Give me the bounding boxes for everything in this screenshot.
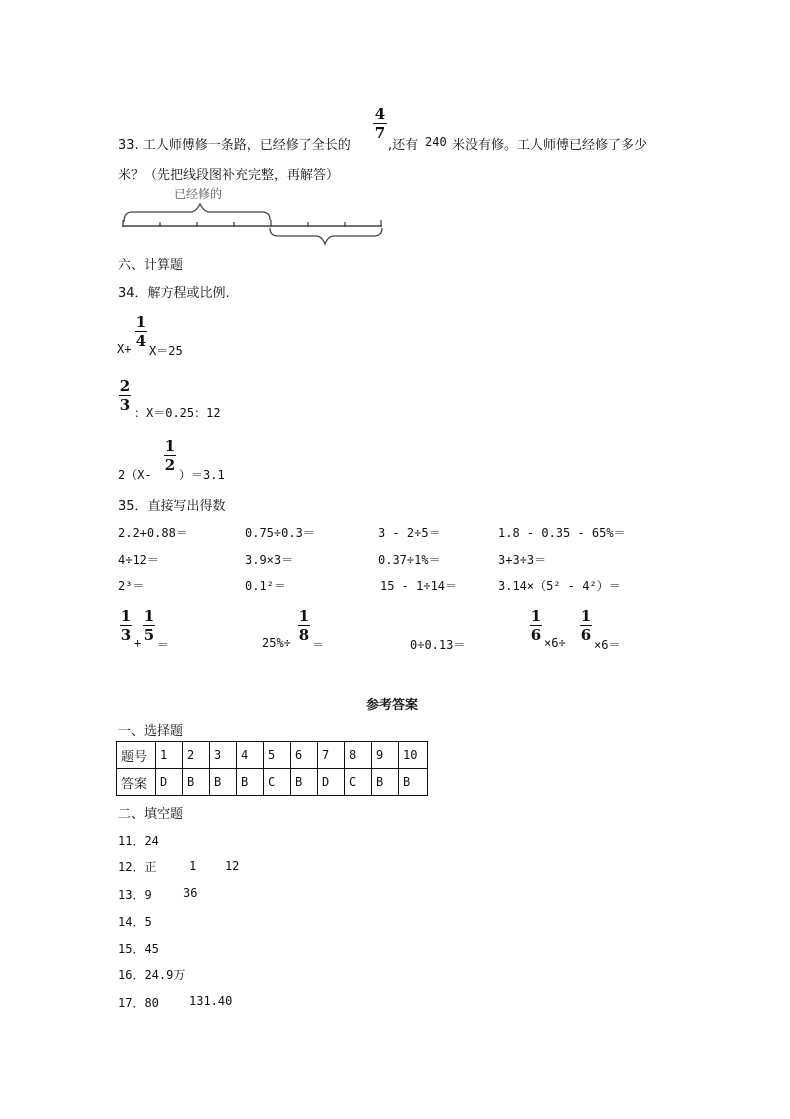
fraction-numerator: 1 [135, 313, 147, 331]
calc-item: 1.8 - 0.35 - 65%＝ [498, 526, 626, 540]
table-cell: B [372, 769, 399, 796]
q33-fraction [373, 106, 387, 141]
table-cell: 2 [183, 742, 210, 769]
table-cell: B [399, 769, 428, 796]
calc-item: 0.37÷1%＝ [378, 553, 441, 567]
table-cell: B [237, 769, 264, 796]
fraction-denominator: 2 [164, 456, 176, 474]
answers-section-one: 一、选择题 [118, 724, 184, 739]
table-cell: D [156, 769, 183, 796]
fraction-numerator: 1 [298, 607, 310, 625]
fraction-numerator: 1 [580, 607, 592, 625]
fraction-numerator: 1 [164, 437, 176, 455]
table-answer-label: 答案 [117, 769, 156, 796]
table-cell: 4 [237, 742, 264, 769]
table-cell: 10 [399, 742, 428, 769]
fraction-denominator: 4 [135, 332, 147, 350]
calc-item: ×6＝ [594, 638, 621, 652]
calc-item: 0÷0.13＝ [410, 638, 466, 652]
answer-item: 16．24.9万 [118, 968, 186, 982]
fraction-denominator: 6 [580, 626, 592, 644]
section-six-title: 六、计算题 [118, 258, 184, 273]
answers-section-two: 二、填空题 [118, 807, 184, 822]
table-cell: 6 [291, 742, 318, 769]
fraction-numerator: 1 [530, 607, 542, 625]
calc-item: ×6÷ [544, 636, 566, 650]
fraction-denominator: 8 [298, 626, 310, 644]
table-cell: 5 [264, 742, 291, 769]
table-row [117, 742, 428, 769]
q34-title: 34．解方程或比例. [118, 286, 230, 301]
equals-sign: ＝ [157, 638, 170, 652]
calc-item: 3.9×3＝ [245, 553, 294, 567]
calc-fraction [120, 608, 132, 643]
table-cell: D [318, 769, 345, 796]
answer-value: 131.40 [189, 994, 233, 1008]
fraction-denominator: 3 [119, 396, 131, 414]
answer-value: 36 [183, 886, 198, 900]
calc-item: 2³＝ [118, 579, 145, 593]
calc-fraction [143, 608, 155, 643]
fraction-numerator: 4 [374, 105, 386, 123]
eq1-suffix: X＝25 [149, 344, 183, 358]
answer-item: 17．80 [118, 996, 159, 1010]
top-brace [124, 204, 270, 222]
table-cell: B [291, 769, 318, 796]
answer-item: 12．正 [118, 860, 157, 874]
table-header-label: 题号 [117, 742, 156, 769]
table-cell: B [210, 769, 237, 796]
answer-item: 13．9 [118, 888, 152, 902]
q35-title: 35．直接写出得数 [118, 499, 226, 514]
answer-item: 11．24 [118, 834, 159, 848]
calc-item: 3.14×（5² - 4²）＝ [498, 579, 621, 593]
calc-item: 0.75÷0.3＝ [245, 526, 315, 540]
eq2-suffix: ：X＝0.25：12 [134, 406, 221, 420]
calc-item: 3+3÷3＝ [498, 553, 547, 567]
answer-table [116, 741, 428, 796]
table-cell: 3 [210, 742, 237, 769]
fraction-numerator: 2 [119, 377, 131, 395]
q33-line1-end: 米没有修。工人师傅已经修了多少 [452, 138, 648, 153]
q33-number-240: 240 [425, 135, 447, 149]
eq3-suffix: ）＝3.1 [179, 468, 225, 482]
table-cell: 9 [372, 742, 399, 769]
table-row [117, 769, 428, 796]
table-cell: 8 [345, 742, 372, 769]
fraction-denominator: 6 [530, 626, 542, 644]
answer-item: 14．5 [118, 915, 152, 929]
equals-sign: ＝ [312, 638, 325, 652]
eq1-fraction [135, 314, 147, 349]
eq3-prefix: 2（X- [118, 468, 152, 482]
calc-item: 4÷12＝ [118, 553, 159, 567]
table-cell: B [183, 769, 210, 796]
calc-item: 15 - 1÷14＝ [380, 579, 458, 593]
table-cell: C [264, 769, 291, 796]
q33-line1-mid: ,还有 [388, 138, 419, 153]
eq1-prefix: X+ [117, 342, 132, 356]
answer-item: 15．45 [118, 942, 159, 956]
plus-sign: + [134, 636, 142, 650]
calc-item: 25%÷ [262, 636, 291, 650]
answer-value: 12 [225, 859, 240, 873]
q33-line2: 米？（先把线段图补充完整，再解答） [118, 168, 340, 183]
calc-fraction [298, 608, 310, 643]
calc-item: 2.2+0.88＝ [118, 526, 188, 540]
fraction-denominator: 3 [120, 626, 132, 644]
eq3-fraction [164, 438, 176, 473]
fraction-denominator: 5 [143, 626, 155, 644]
eq2-fraction [119, 378, 131, 413]
table-cell: C [345, 769, 372, 796]
diagram-label: 已经修的 [174, 187, 223, 201]
calc-item: 3 - 2÷5＝ [378, 526, 441, 540]
calc-fraction [530, 608, 542, 643]
q33-line1-prefix: 33. 工人师傅修一条路，已经修了全长的 [118, 138, 351, 153]
segment-diagram [120, 184, 386, 250]
bottom-brace [270, 228, 382, 244]
answer-value: 1 [189, 859, 197, 873]
calc-item: 0.1²＝ [245, 579, 286, 593]
fraction-numerator: 1 [120, 607, 132, 625]
fraction-denominator: 7 [374, 124, 386, 142]
table-cell: 1 [156, 742, 183, 769]
table-cell: 7 [318, 742, 345, 769]
answers-title: 参考答案 [366, 698, 419, 713]
calc-fraction [580, 608, 592, 643]
fraction-numerator: 1 [143, 607, 155, 625]
